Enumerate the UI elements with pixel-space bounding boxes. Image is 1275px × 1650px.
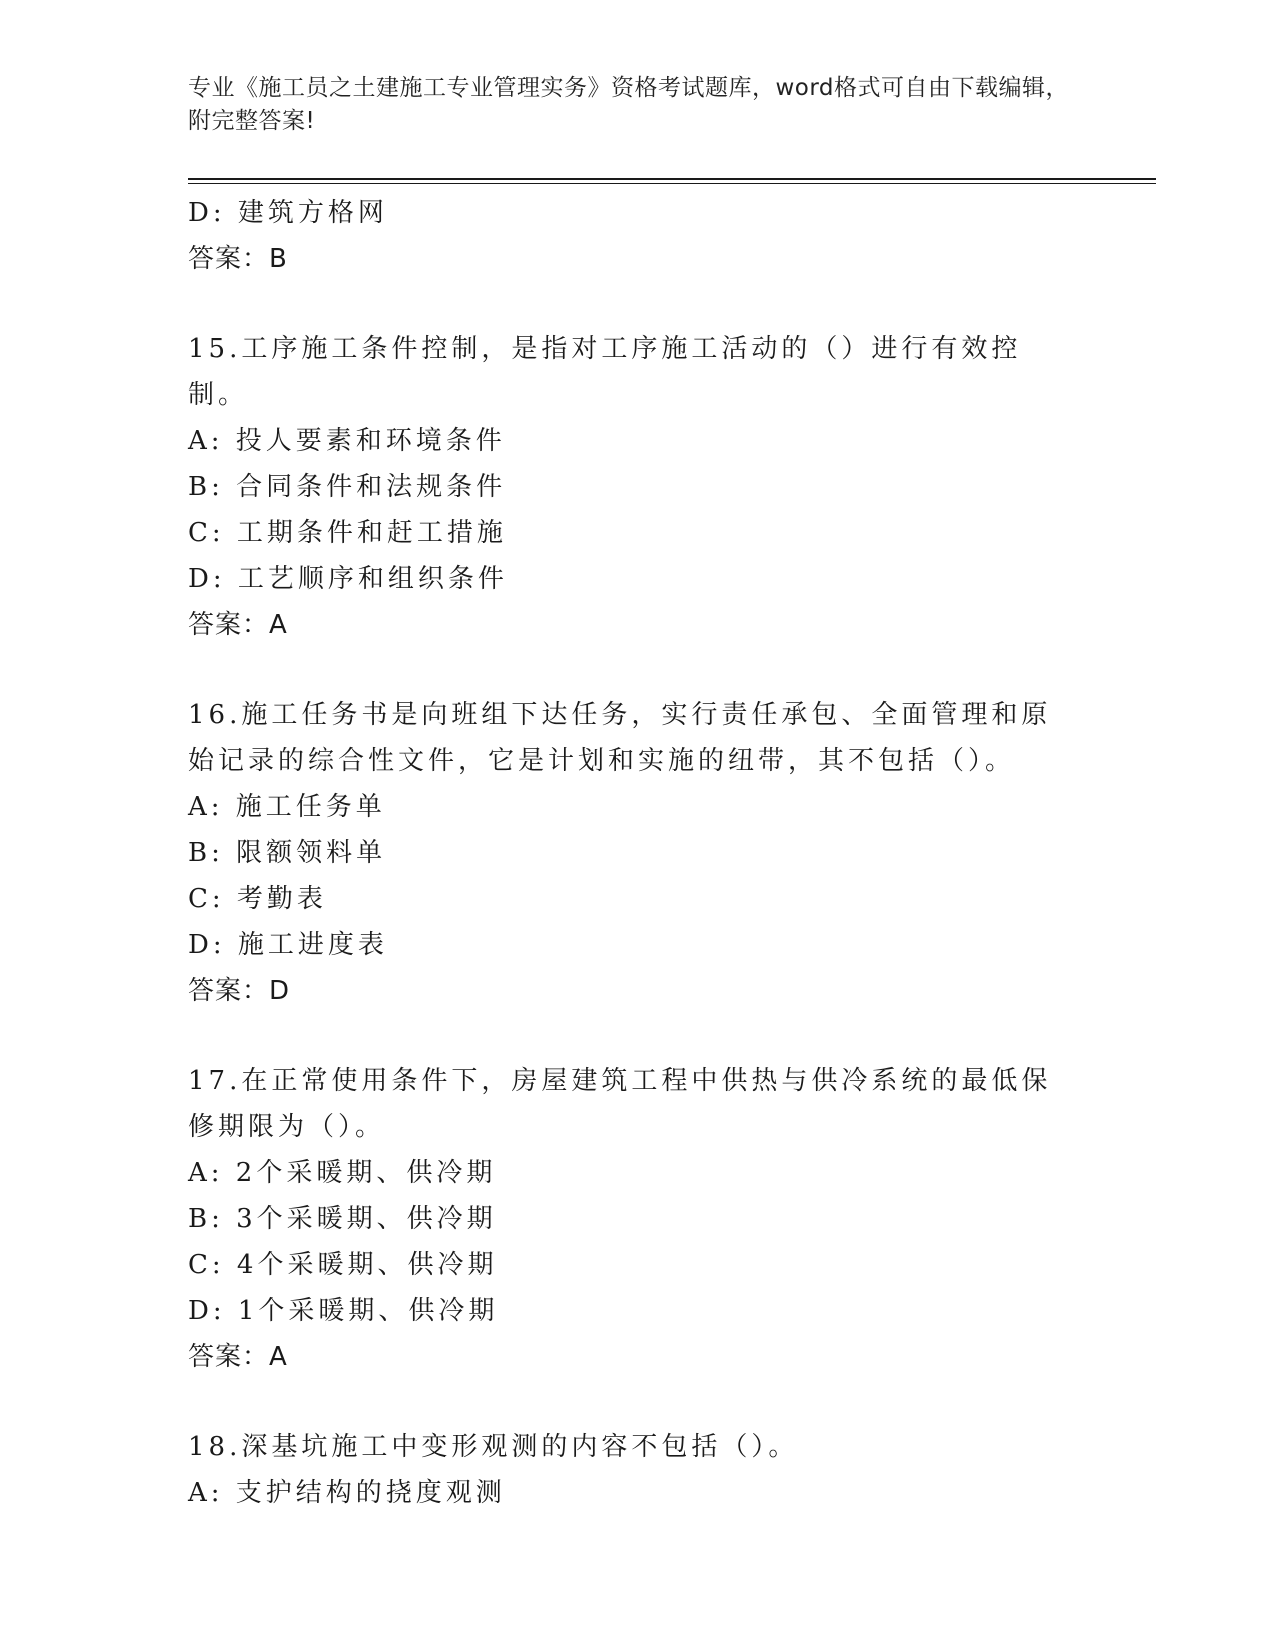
- document-header: 专业《施工员之土建施工专业管理实务》资格考试题库，word格式可自由下载编辑，附完整答案!: [188, 75, 1070, 134]
- question-16: [188, 692, 1088, 1014]
- option-d: D: 施工进度表: [188, 930, 388, 960]
- answer-line: 答案：A: [188, 610, 288, 640]
- header-divider-thin: [188, 183, 1156, 184]
- option-d: D: 1个采暖期、供冷期: [188, 1296, 499, 1326]
- answer-line: 答案：B: [188, 244, 288, 274]
- document-body: [188, 190, 1088, 1516]
- option-d: D: 建筑方格网: [188, 198, 388, 228]
- option-a: A: 支护结构的挠度观测: [188, 1478, 506, 1508]
- header-divider-thick: [188, 178, 1156, 180]
- option-c: C: 工期条件和赶工措施: [188, 518, 507, 548]
- question-stem: 15.工序施工条件控制，是指对工序施工活动的（）进行有效控制。: [188, 334, 1022, 410]
- answer-line: 答案：A: [188, 1342, 288, 1372]
- option-b: B: 合同条件和法规条件: [188, 472, 507, 502]
- option-a: A: 2个采暖期、供冷期: [188, 1158, 497, 1188]
- answer-line: 答案：D: [188, 976, 291, 1006]
- question-stem: 16.施工任务书是向班组下达任务，实行责任承包、全面管理和原始记录的综合性文件，它是计划和实施的纽带，其不包括（）。: [188, 700, 1052, 776]
- option-b: B: 3个采暖期、供冷期: [188, 1204, 497, 1234]
- option-c: C: 4个采暖期、供冷期: [188, 1250, 498, 1280]
- option-a: A: 投人要素和环境条件: [188, 426, 506, 456]
- option-d: D: 工艺顺序和组织条件: [188, 564, 508, 594]
- question-stem: 18.深基坑施工中变形观测的内容不包括（）。: [188, 1432, 799, 1462]
- question-15: [188, 326, 1088, 648]
- option-a: A: 施工任务单: [188, 792, 386, 822]
- option-c: C: 考勤表: [188, 884, 327, 914]
- option-b: B: 限额领料单: [188, 838, 387, 868]
- question-17: [188, 1058, 1088, 1380]
- question-18: [188, 1424, 1088, 1516]
- question-stem: 17.在正常使用条件下，房屋建筑工程中供热与供冷系统的最低保修期限为（）。: [188, 1066, 1052, 1142]
